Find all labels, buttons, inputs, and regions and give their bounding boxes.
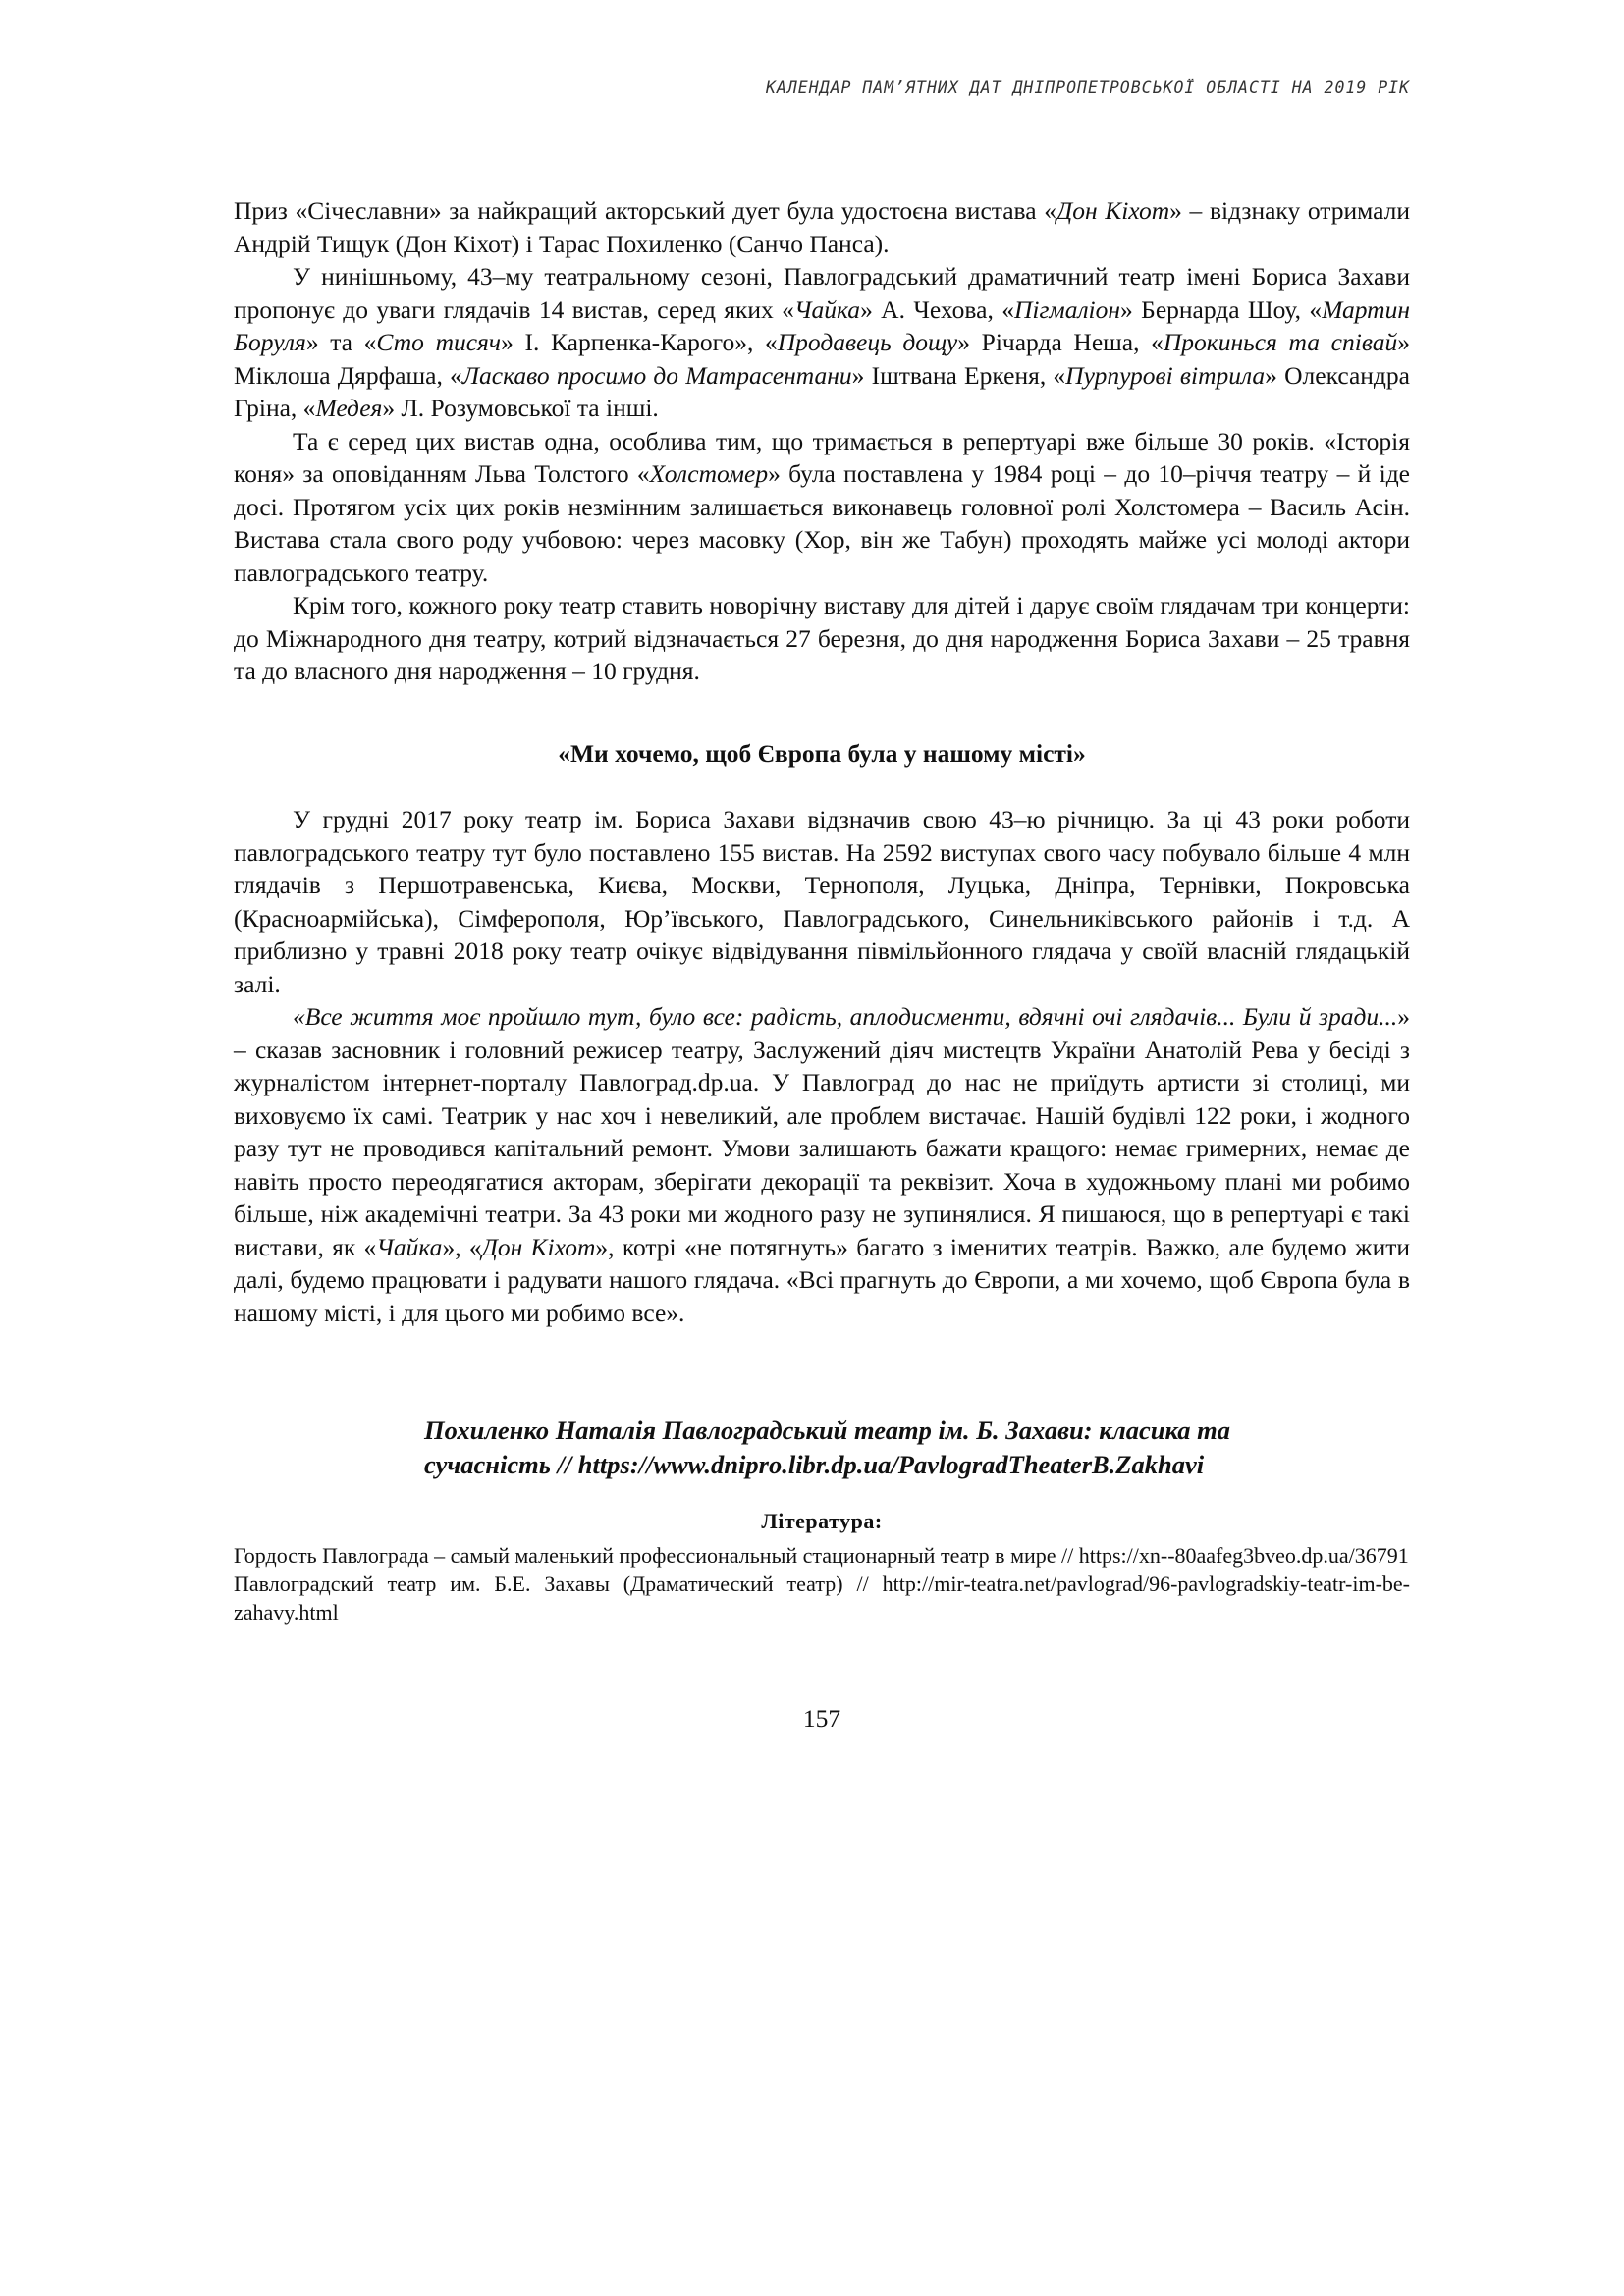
text-run: » – сказав засновник і головний режисер театру, Заслужений діяч мистецтв України Анатолій Рева у бесіді з журналістом інтернет-порталу Павлоград.dp.ua. У Павлоград до нас не приїдуть артисти зі столиці, ми виховуємо їх самі. Театрик у нас хоч і невеликий, але проблем вистачає. Нашій будівлі 122 роки, і жодного разу тут не проводився капітальний ремонт. Умови залишають бажати кращого: немає гримерних, немає де навіть просто переодягатися акторам, зберігати декорації та реквізит. Хоча в художньому плані ми робимо більше, ніж академічні театри. За 43 роки ми жодного разу не зупинялися. Я пишаюся, що в репертуарі є такі вистави, як « [234, 1002, 1410, 1261]
italic-title: Пурпурові вітрила [1065, 360, 1266, 390]
running-header: КАЛЕНДАР ПАМ’ЯТНИХ ДАТ ДНІПРОПЕТРОВСЬКОЇ ОБЛАСТІ НА 2019 РІК [765, 79, 1410, 97]
source-line-1: Похиленко Наталія Павлоградський театр ім. Б. Захави: класика та [424, 1415, 1231, 1445]
italic-title: Холстомер [649, 459, 769, 488]
text-run: » Міклоша Дярфаша, « [234, 328, 1410, 390]
text-run: » Л. Розумовської та інші. [382, 394, 659, 422]
text-run: » Річарда Неша, « [957, 328, 1164, 356]
text-run: » була поставлена у 1984 році – до 10–річчя театру – й іде досі. Протягом усіх цих років незмінним залишається виконавець головної ролі Холстомера – Василь Асін. Вистава стала свого роду учбовою: через масовку (Хор, він же Табун) проходять майже усі молоді актори павлоградського театру. [234, 459, 1410, 587]
paragraph-anniversary: У грудні 2017 року театр ім. Бориса Захави відзначив свою 43–ю річницю. За ці 43 роки роботи павлоградського театру тут було поставлено 155 вистав. На 2592 виступах свого часу побувало більше 4 млн глядачів з Першотравенська, Києва, Москви, Тернополя, Луцька, Дніпра, Тернівки, Покровська (Красноармійська), Сімферополя, Юр’ївського, Павлоградського, Синельниківського районів і т.д. А приблизно у травні 2018 року театр очікує відвідування півмільйонного глядача у своїй власній глядацькій залі. [234, 805, 1410, 998]
text-run: Та є серед цих вистав одна, особлива тим, що тримається в репертуарі вже більше 30 років. «Історія коня» за оповіданням Льва Толстого « [234, 426, 1410, 488]
italic-quote: «Все життя моє пройшло тут, було все: радість, аплодисменти, вдячні очі глядачів... Були й зради... [293, 1002, 1398, 1031]
text-run: », « [442, 1232, 482, 1261]
italic-title: Дон Кіхот [1056, 196, 1170, 225]
source-line-2: сучасність // https://www.dnipro.libr.dp.ua/PavlogradTheaterB.Zakhavi [424, 1450, 1205, 1479]
text-run: Приз «Січеславни» за найкращий акторський дует була удостоєна вистава « [234, 196, 1056, 225]
italic-title: Мартин Боруля [234, 294, 1411, 356]
paragraph-concerts: Крім того, кожного року театр ставить новорічну виставу для дітей і дарує своїм глядачам три концерти: до Міжнародного дня театру, котрий відзначається 27 березня, до дня народження Бориса Захави – 25 травня та до власного дня народження – 10 грудня. [234, 591, 1410, 685]
intro-text [234, 194, 1410, 688]
text-run: У нинішньому, 43–му театральному сезоні, Павлоградський драматичний театр імені Бориса Захави пропонує до уваги глядачів 14 вистав, серед яких « [234, 262, 1410, 324]
text-run: », котрі «не потягнуть» багато з іменитих театрів. Важко, але будемо жити далі, будемо працювати і радувати нашого глядача. «Всі прагнуть до Європи, а ми хочемо, щоб Європа була в нашому місті, і для цього ми робимо все». [234, 1232, 1411, 1327]
text-run: » Олександра Гріна, « [234, 360, 1410, 422]
text-run: » – відзнаку отримали Андрій Тищук (Дон Кіхот) і Тарас Похиленко (Санчо Панса). [234, 196, 1410, 258]
italic-title: Медея [315, 394, 383, 422]
italic-title: Сто тисяч [376, 328, 502, 356]
paragraph-don-quixote [234, 194, 1410, 260]
italic-title: Чайка [376, 1232, 443, 1261]
literature-list [234, 1541, 1410, 1627]
italic-title: Ласкаво просимо до Матрасентани [461, 360, 852, 390]
italic-title: Чайка [793, 294, 861, 324]
italic-title: Дон Кіхот [481, 1232, 596, 1261]
source-citation [424, 1414, 1410, 1482]
text-run: » І. Карпенка-Карого», « [501, 328, 778, 356]
literature-item: Павлоградский театр им. Б.Е. Захавы (Драматический театр) // http://mir-teatra.net/pavlograd/96-pavlogradskiy-teatr-im-be-zahavy.html [234, 1572, 1410, 1625]
text-run: » та « [305, 328, 377, 356]
paragraph-kholstomer [234, 425, 1410, 590]
paragraph-interview [234, 1000, 1410, 1329]
paragraph-repertoire [234, 260, 1410, 425]
page-number: 157 [802, 1704, 841, 1733]
section-heading: «Ми хочемо, щоб Європа була у нашому місті» [558, 739, 1086, 768]
section-text [234, 803, 1410, 1329]
italic-title: Пігмаліон [1013, 294, 1121, 324]
literature-heading: Література: [761, 1509, 883, 1533]
italic-title: Продавець дощу [777, 328, 958, 356]
text-run: » Бернарда Шоу, « [1120, 294, 1323, 324]
italic-title: Прокинься та співай [1163, 328, 1398, 356]
literature-item: Гордость Павлограда – самый маленький профессиональный стационарный театр в мире // https://xn--80aafeg3bveo.dp.ua/36791 [234, 1543, 1409, 1568]
text-run: » Іштвана Еркеня, « [851, 360, 1066, 390]
text-run: » А. Чехова, « [860, 294, 1014, 324]
